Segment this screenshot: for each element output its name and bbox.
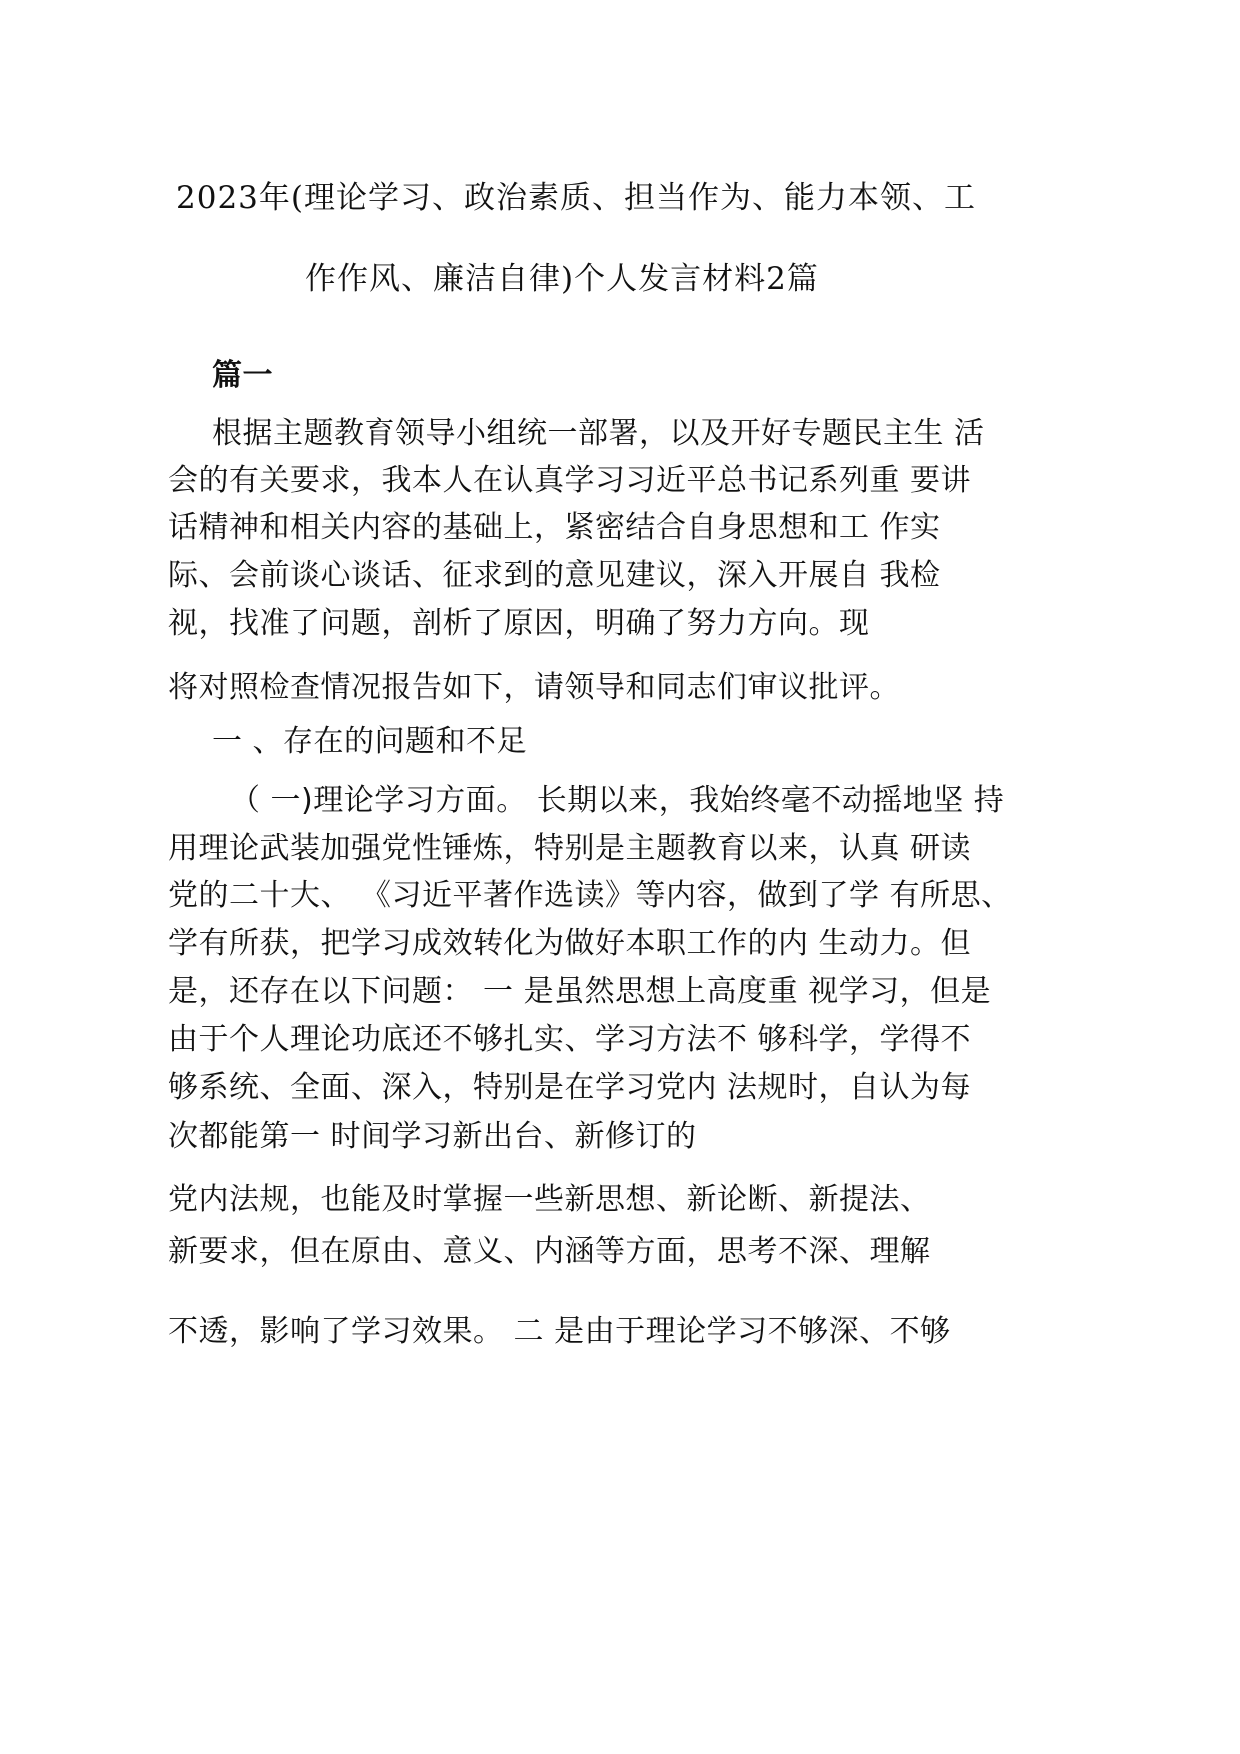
paragraph-2-line-3: 党的二十大、 《习近平著作选读》等内容，做到了学 有所思、 bbox=[168, 878, 1012, 913]
document-title-line-2: 作作风、廉洁自律)个人发言材料2篇 bbox=[305, 261, 819, 297]
paragraph-2-line-5: 是，还存在以下问题： 一 是虽然思想上高度重 视学习，但是 bbox=[168, 974, 992, 1009]
paragraph-2-line-2: 用理论武装加强党性锤炼，特别是主题教育以来，认真 研读 bbox=[168, 831, 972, 866]
paragraph-1-line-4: 际、会前谈心谈话、征求到的意见建议，深入开展自 我检 bbox=[168, 558, 941, 593]
paragraph-2-line-4: 学有所获，把学习成效转化为做好本职工作的内 生动力。但 bbox=[168, 926, 972, 961]
subheading-1: 一 、存在的问题和不足 bbox=[212, 724, 528, 759]
paragraph-2-line-1: （ 一)理论学习方面。 长期以来，我始终毫不动摇地坚 持 bbox=[230, 783, 1005, 818]
paragraph-1-line-1: 根据主题教育领导小组统一部署，以及开好专题民主生 活 bbox=[212, 416, 985, 451]
paragraph-2-line-6: 由于个人理论功底还不够扎实、学习方法不 够科学，学得不 bbox=[168, 1022, 972, 1057]
paragraph-1-line-3: 话精神和相关内容的基础上，紧密结合自身思想和工 作实 bbox=[168, 510, 941, 545]
document-title-line-1: 2023年(理论学习、政治素质、担当作为、能力本领、工 bbox=[176, 180, 976, 216]
paragraph-1-line-2: 会的有关要求，我本人在认真学习习近平总书记系列重 要讲 bbox=[168, 463, 972, 498]
section-label: 篇一 bbox=[212, 358, 273, 393]
paragraph-3-line-2: 新要求，但在原由、意义、内涵等方面，思考不深、理解 bbox=[168, 1234, 931, 1269]
paragraph-4-line-1: 不透，影响了学习效果。 二 是由于理论学习不够深、不够 bbox=[168, 1314, 951, 1349]
paragraph-1-line-5: 视，找准了问题，剖析了原因，明确了努力方向。现 bbox=[168, 606, 870, 641]
paragraph-1-line-6: 将对照检查情况报告如下，请领导和同志们审议批评。 bbox=[168, 670, 900, 705]
paragraph-2-line-7: 够系统、全面、深入，特别是在学习党内 法规时，自认为每 bbox=[168, 1070, 972, 1105]
paragraph-3-line-1: 党内法规，也能及时掌握一些新思想、新论断、新提法、 bbox=[168, 1182, 931, 1217]
paragraph-2-line-8: 次都能第一 时间学习新出台、新修订的 bbox=[168, 1119, 697, 1154]
